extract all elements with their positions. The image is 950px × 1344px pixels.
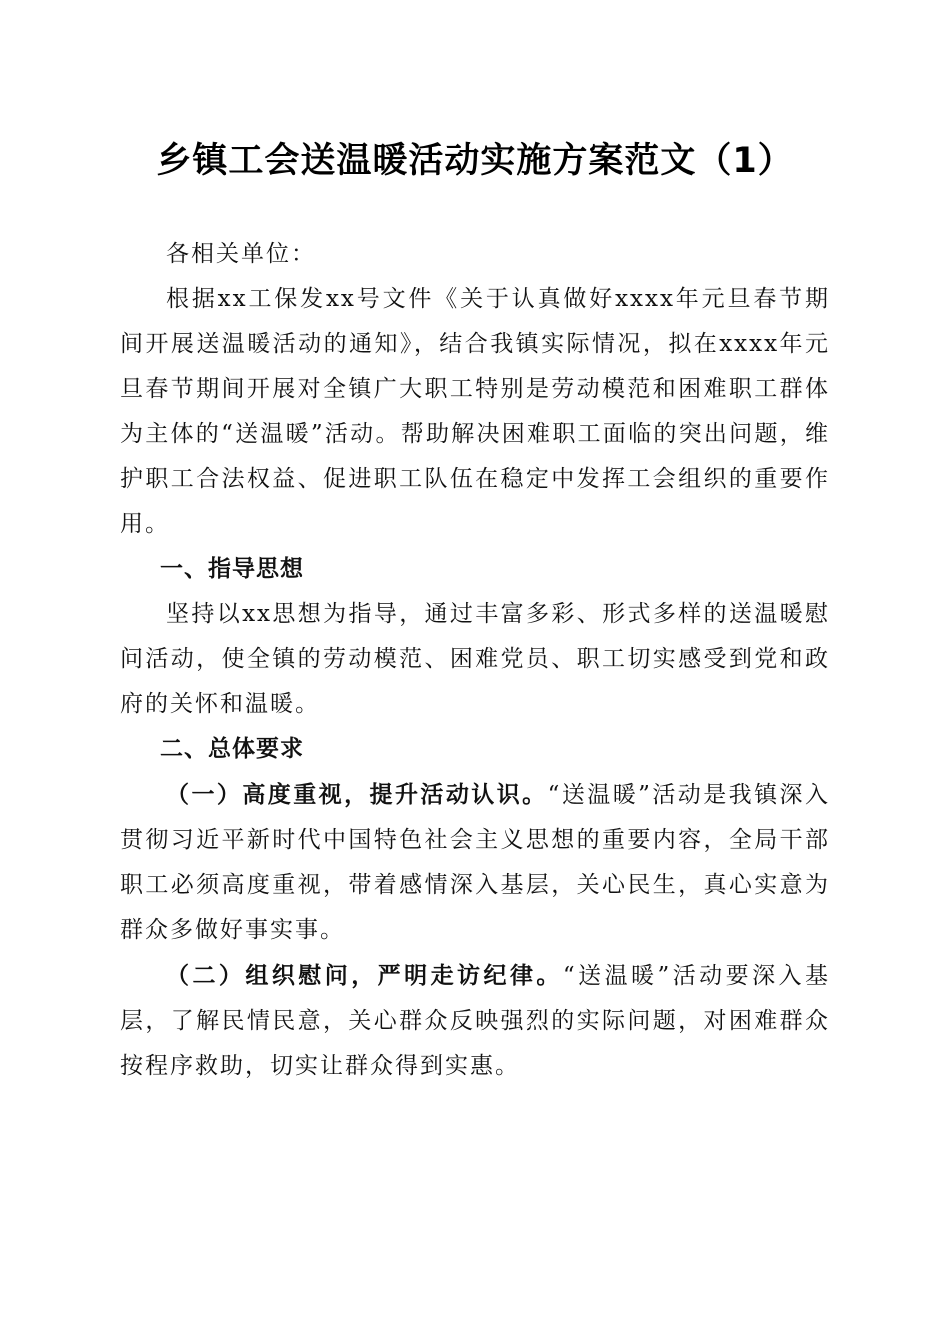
document-body <box>120 232 830 1089</box>
requirement-item-1 <box>120 772 830 953</box>
salutation: 各相关单位： <box>166 241 316 267</box>
section-heading-general-requirements: 二、总体要求 <box>160 736 304 762</box>
requirement-item-2-text: “送温暖”活动要深入基层，了解民情民意，关心群众反映强烈的实际问题，对困难群众按程序救助，切实让群众得到实惠。 <box>120 963 830 1079</box>
guiding-ideology-paragraph: 坚持以xx思想为指导，通过丰富多彩、形式多样的送温暖慰问活动，使全镇的劳动模范、困难党员、职工切实感受到党和政府的关怀和温暖。 <box>120 601 830 717</box>
requirement-item-2-lead: （二）组织慰问，严明走访纪律。 <box>166 962 563 989</box>
section-heading-guiding-ideology: 一、指导思想 <box>160 556 304 582</box>
requirement-item-1-lead: （一）高度重视，提升活动认识。 <box>166 781 548 808</box>
intro-paragraph: 根据xx工保发xx号文件《关于认真做好xxxx年元旦春节期间开展送温暖活动的通知》，结合我镇实际情况，拟在xxxx年元旦春节期间开展对全镇广大职工特别是劳动模范和困难职工群体为主体的“送温暖”活动。帮助解决困难职工面临的突出问题，维护职工合法权益、促进职工队伍在稳定中发挥工会组织的重要作用。 <box>120 286 830 537</box>
document-title: 乡镇工会送温暖活动实施方案范文（1） <box>156 141 794 181</box>
requirement-item-1-text: “送温暖”活动是我镇深入贯彻习近平新时代中国特色社会主义思想的重要内容，全局干部职工必须高度重视，带着感情深入基层，关心民生，真心实意为群众多做好事实事。 <box>120 782 830 943</box>
requirement-item-2 <box>120 953 830 1089</box>
